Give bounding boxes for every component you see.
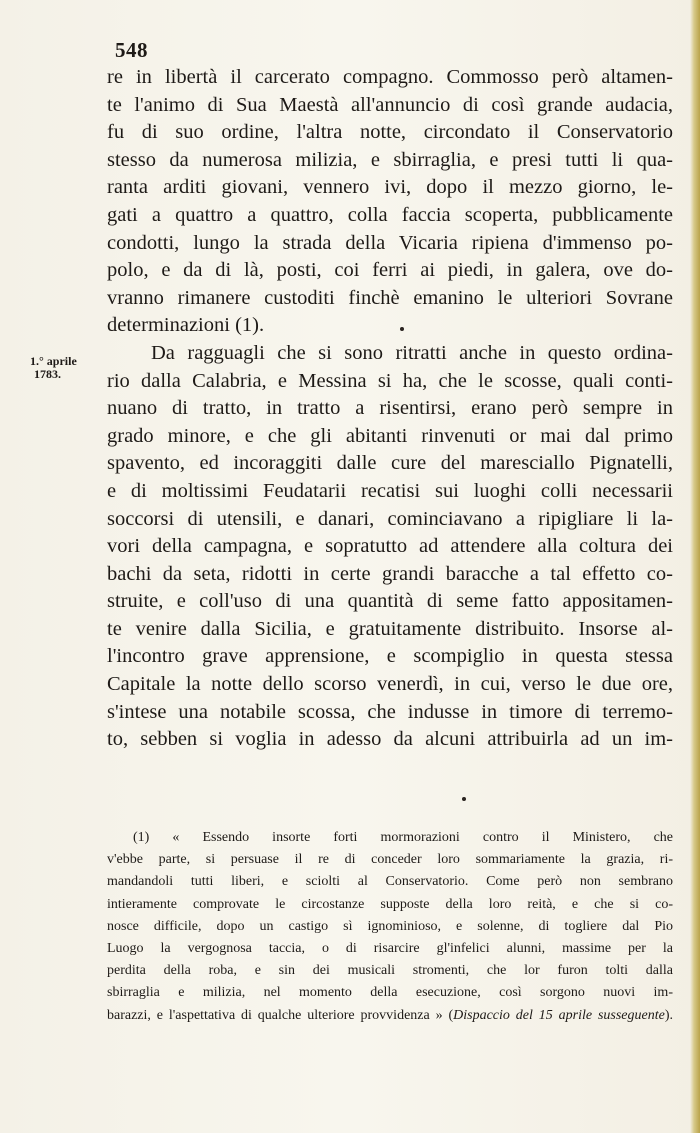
body-text bbox=[107, 64, 673, 754]
body-line: Capitale la notte dello scorso venerdì, in cui, verso le due ore, bbox=[107, 673, 673, 696]
footnote-end: ). bbox=[664, 1007, 673, 1023]
body-line: vori della campagna, e sopratutto ad attendere alla coltura dei bbox=[107, 535, 673, 558]
body-line: soccorsi di utensili, e danari, cominciavano a ripigliare li la- bbox=[107, 507, 673, 530]
body-line: fu di suo ordine, l'altra notte, circondato il Conservatorio bbox=[107, 121, 673, 144]
footnote bbox=[107, 827, 673, 1027]
footnote-line: Luogo la vergognosa taccia, o di risarcire gl'infelici alunni, massime per la bbox=[107, 940, 673, 956]
body-line: e di moltissimi Feudatarii recatisi sui luoghi colli necessarii bbox=[107, 479, 673, 502]
footnote-line: intieramente comprovate le circostanze supposte della loro reità, e che si co- bbox=[107, 896, 673, 912]
body-line: to, sebben si voglia in adesso da alcuni attribuirla ad un im- bbox=[107, 728, 673, 751]
body-line: grado minore, e che gli abitanti rinvenuti or mai dal primo bbox=[107, 424, 673, 447]
page-edge-shadow bbox=[690, 0, 700, 1133]
ink-speck bbox=[462, 797, 466, 801]
footnote-citation: Dispaccio del 15 aprile susseguente bbox=[453, 1007, 665, 1023]
body-line: struite, e coll'uso di una quantità di seme fatto appositamen- bbox=[107, 590, 673, 613]
body-line: s'intese una notabile scossa, che indusse in timore di terremo- bbox=[107, 700, 673, 723]
body-line: stesso da numerosa milizia, e sbirraglia, e presi tutti li qua- bbox=[107, 148, 673, 171]
body-line: l'incontro grave apprensione, e scompiglio in questa stessa bbox=[107, 645, 673, 668]
footnote-line: mandandoli tutti liberi, e sciolti al Conservatorio. Come però non sembrano bbox=[107, 874, 673, 890]
body-line: bachi da seta, ridotti in certe grandi baracche a tal effetto co- bbox=[107, 562, 673, 585]
body-line: Da ragguagli che si sono ritratti anche in questo ordina- bbox=[151, 341, 673, 364]
body-line: gati a quattro a quattro, colla faccia scoperta, pubblicamente bbox=[107, 203, 673, 226]
body-line: te l'animo di Sua Maestà all'annuncio di così grande audacia, bbox=[107, 93, 673, 116]
footnote-line: v'ebbe parte, si persuase il re di conceder loro sommariamente la grazia, ri- bbox=[107, 852, 673, 868]
footnote-line: perdita della roba, e sin dei musicali stromenti, che lor furon tolti dalla bbox=[107, 963, 673, 979]
body-line: re in libertà il carcerato compagno. Commosso però altamen- bbox=[107, 66, 673, 88]
footnote-line bbox=[107, 1005, 673, 1027]
footnote-line: nosce difficile, dopo un castigo sì ignominioso, e solenne, di togliere dal Pio bbox=[107, 918, 673, 934]
body-line: spavento, ed incoraggiti dalle cure del maresciallo Pignatelli, bbox=[107, 452, 673, 475]
margin-date-note bbox=[30, 355, 100, 381]
body-line: polo, e da di là, posti, coi ferri ai piedi, in galera, ove do- bbox=[107, 259, 673, 282]
body-line: determinazioni (1). bbox=[107, 314, 265, 337]
body-line: rio dalla Calabria, e Messina si ha, che le scosse, quali conti- bbox=[107, 369, 673, 392]
footnote-line: (1) « Essendo insorte forti mormorazioni contro il Ministero, che bbox=[133, 830, 673, 845]
body-line: condotti, lungo la strada della Vicaria ripiena d'immenso po- bbox=[107, 231, 673, 254]
margin-date-line-1: 1.° aprile bbox=[30, 354, 77, 368]
ink-speck bbox=[400, 327, 404, 331]
footnote-line-text: barazzi, e l'aspettativa di qualche ulteriore provvidenza » ( bbox=[107, 1007, 454, 1023]
body-line: vranno rimanere custoditi finchè emanino le ulteriori Sovrane bbox=[107, 286, 673, 309]
body-line: nuano di tratto, in tratto a risentirsi, erano però sempre in bbox=[107, 397, 673, 420]
footnote-line: sbirraglia e milizia, nel momento della esecuzione, così sorgono nuovi im- bbox=[107, 985, 673, 1001]
margin-date-line-2: 1783. bbox=[34, 367, 61, 381]
page-number: 548 bbox=[115, 38, 148, 62]
body-line: ranta arditi giovani, vennero ivi, dopo il mezzo giorno, le- bbox=[107, 176, 673, 199]
body-line: te venire dalla Sicilia, e gratuitamente distribuito. Insorse al- bbox=[107, 617, 673, 640]
